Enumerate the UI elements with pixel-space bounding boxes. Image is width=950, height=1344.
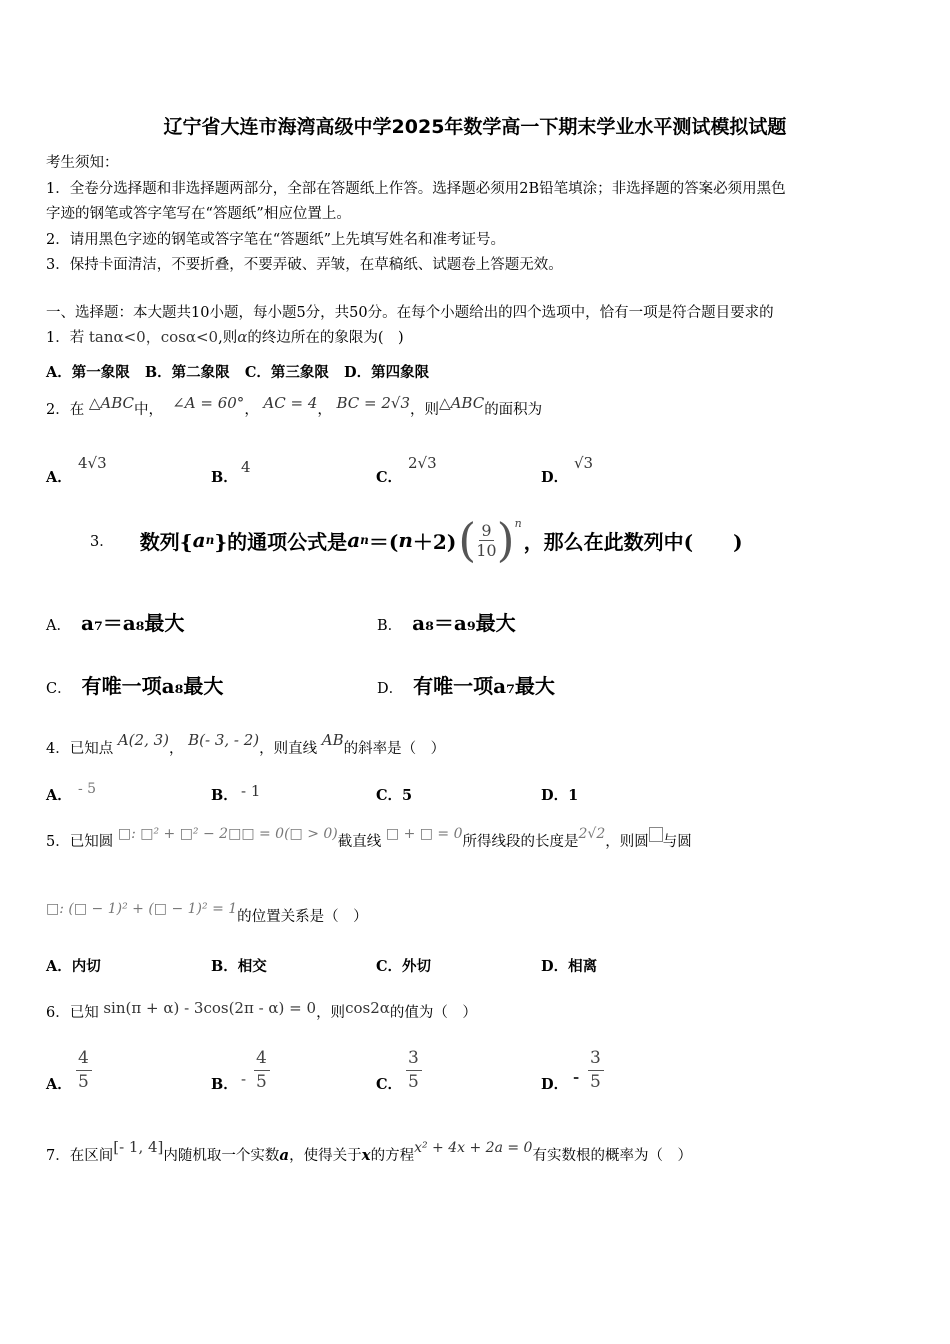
fraction-bar [254, 1070, 270, 1071]
question-1: 1．若 tanα<0，cosα<0,则α的终边所在的象限为( ) [46, 328, 404, 346]
section-heading: 一、选择题：本大题共10小题，每小题5分，共50分。在每个小题给出的四个选项中，恰有一项是符合题目要求的 [46, 305, 774, 321]
q2-option-a-value: 4√3 [78, 454, 107, 472]
question-4: 4．已知点 A(2, 3)， B(- 3, - 2)，则直线 AB的斜率是（ ） [46, 731, 446, 757]
q4-option-d[interactable]: D．1 [541, 787, 579, 804]
q5-option-b[interactable]: B．相交 [211, 958, 267, 975]
q6-option-d-value: 3 5 [590, 1048, 601, 1092]
question-6: 6．已知 sin(π + α) - 3cos(2π - α) = 0，则cos2α的值为（ ） [46, 999, 477, 1021]
q6-expression: sin(π + α) - 3cos(2π - α) = 0 [103, 999, 317, 1017]
q1-option-a[interactable]: A．第一象限 [46, 364, 130, 381]
q4-option-c[interactable]: C．5 [376, 787, 413, 804]
q4-option-b-value: - 1 [241, 782, 261, 800]
note-1a: 1．全卷分选择题和非选择题两部分，全部在答题纸上作答。选择题必须用2B铅笔填涂；非选择题的答案必须用黑色 [46, 180, 786, 197]
question-7: 7．在区间[- 1, 4]内随机取一个实数a，使得关于x的方程x² + 4x + 2a = 0有实数根的概率为（ ） [46, 1138, 692, 1164]
q6-option-c[interactable]: C． [376, 1076, 403, 1093]
q3-option-d[interactable]: D． 有唯一项a₇最大 [377, 674, 555, 698]
q1-option-d[interactable]: D．第四象限 [344, 364, 430, 381]
note-1b: 字迹的钢笔或答字笔写在“答题纸”相应位置上。 [46, 206, 351, 222]
q6-option-a-value: 4 5 [78, 1048, 89, 1092]
q2-option-c-value: 2√3 [408, 454, 437, 472]
q5-option-c[interactable]: C．外切 [376, 958, 432, 975]
q4-option-a[interactable]: A． [46, 787, 72, 804]
question-2: 2．在 △ABC中， ∠A = 60°， AC = 4， BC = 2√3，则△ABC的面积为 [46, 394, 543, 418]
q2-option-b[interactable]: B． [211, 469, 238, 486]
fraction-bar [76, 1070, 92, 1071]
q6-option-a[interactable]: A． [46, 1076, 72, 1093]
q6-option-b[interactable]: B． [211, 1076, 238, 1093]
q5-option-d[interactable]: D．相离 [541, 958, 598, 975]
q6-option-d[interactable]: D． [541, 1076, 569, 1093]
notes-heading: 考生须知： [46, 155, 119, 171]
question-3: 3． 数列{ a n }的通项公式是 a n ＝( n ＋2) ( $\frac{9}{10}$ ) n ，那么在此数列中( ) [90, 513, 743, 567]
q1-option-b[interactable]: B．第二象限 [144, 364, 230, 381]
question-5-cont: □: (□ − 1)² + (□ − 1)² = 1的位置关系是（ ） [46, 901, 368, 925]
q5-circle-equation: □: □² + □² − 2□□ = 0(□ > 0) [117, 826, 338, 842]
question-5: 5．已知圆 □: □² + □² − 2□□ = 0(□ > 0)截直线 □ + □ = 0所得线段的长度是2√2，则圆 与圆 [46, 826, 692, 850]
q3-option-b[interactable]: B． a₈＝a₉最大 [377, 611, 516, 635]
page-title: 辽宁省大连市海湾高级中学2025年数学高一下期末学业水平测试模拟试题 [163, 116, 787, 138]
q4-option-b[interactable]: B． [211, 787, 238, 804]
q3-option-a[interactable]: A． a₇＝a₈最大 [46, 611, 185, 635]
q1-expression: tanα<0，cosα<0 [88, 328, 219, 346]
note-3: 3．保持卡面清洁，不要折叠，不要弄破、弄皱，在草稿纸、试题卷上答题无效。 [46, 257, 563, 273]
q6-option-c-value: 3 5 [408, 1048, 419, 1092]
q2-option-d-value: √3 [574, 454, 594, 472]
q1-option-c[interactable]: C．第三象限 [244, 364, 329, 381]
q3-fraction: ( $\frac{9}{10}$ ) n [458, 513, 522, 567]
q2-option-a[interactable]: A． [46, 469, 72, 486]
q6-option-b-value: 4 5 [256, 1048, 267, 1092]
exam-notes [46, 151, 786, 279]
q2-option-c[interactable]: C． [376, 469, 403, 486]
q2-option-b-value: 4 [241, 458, 251, 476]
q5-option-a[interactable]: A．内切 [46, 958, 101, 975]
fraction-bar [406, 1070, 422, 1071]
note-2: 2．请用黑色字迹的钢笔或答字笔在“答题纸”上先填写姓名和准考证号。 [46, 231, 506, 248]
q3-option-c[interactable]: C． 有唯一项a₈最大 [46, 674, 224, 698]
q4-option-a-value: - 5 [78, 781, 97, 797]
fraction-bar [588, 1070, 604, 1071]
placeholder-icon [649, 827, 663, 842]
q5-circle2-equation: □: (□ − 1)² + (□ − 1)² = 1 [46, 901, 238, 917]
q1-options [46, 361, 429, 382]
q2-option-d[interactable]: D． [541, 469, 569, 486]
